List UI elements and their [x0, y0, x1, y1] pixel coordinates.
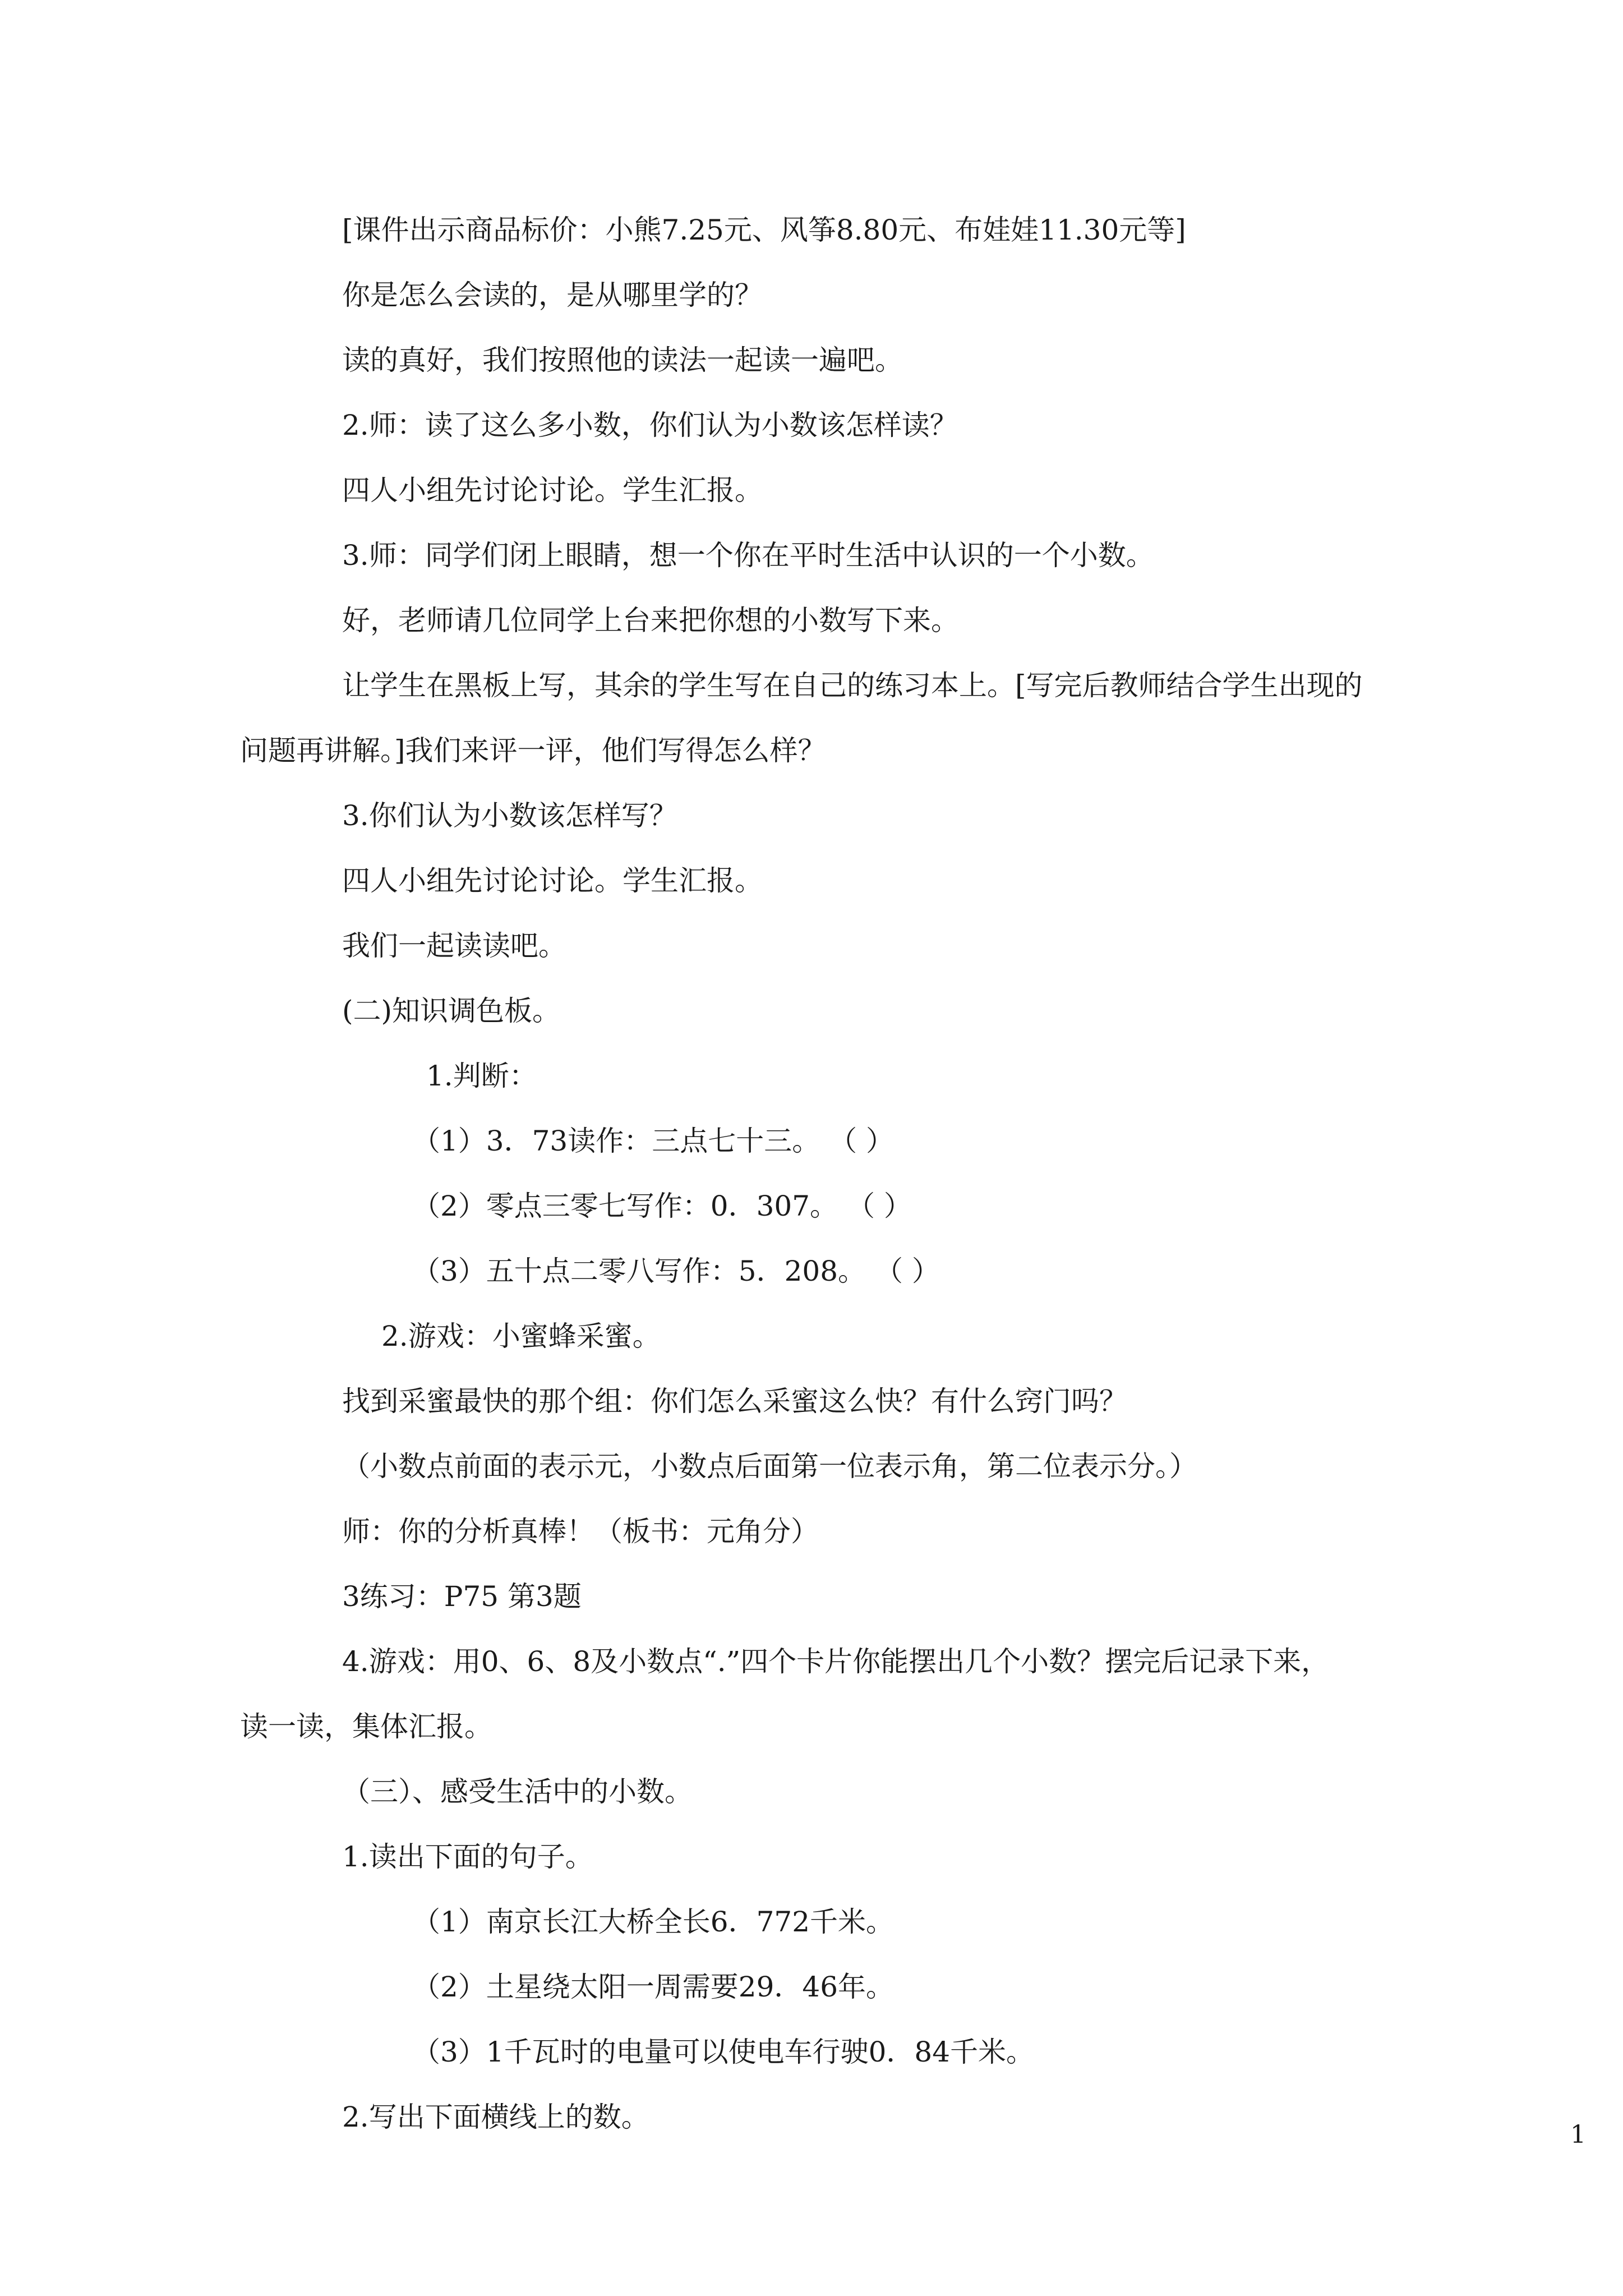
text-line-question-how-read: 你是怎么会读的，是从哪里学的？ — [342, 279, 763, 311]
text-line-fastest-group: 找到采蜜最快的那个组：你们怎么采蜜这么快？有什么窍门吗？ — [342, 1385, 1127, 1418]
text-line-write-on-board: 好，老师请几位同学上台来把你想的小数写下来。 — [342, 604, 959, 637]
text-line-group-discussion-2: 四人小组先讨论讨论。学生汇报。 — [342, 864, 763, 897]
text-line-how-write: 3.你们认为小数该怎样写？ — [342, 799, 677, 832]
text-line-yuan-jiao-fen: （小数点前面的表示元，小数点后面第一位表示角，第二位表示分。） — [342, 1450, 1197, 1483]
text-line-judge-item-2: （2）零点三零七写作：0．307。 （ ） — [412, 1190, 912, 1222]
text-line-exercise: 3练习：P75 第3题 — [342, 1580, 582, 1613]
text-line-card-game: 4.游戏：用0、6、8及小数点“.”四个卡片你能摆出几个小数？摆完后记录下来， — [342, 1645, 1330, 1678]
text-line-price-display: [课件出示商品标价：小熊7.25元、风筝8.80元、布娃娃11.30元等] — [342, 214, 1186, 246]
text-line-read-together: 读的真好，我们按照他的读法一起读一遍吧。 — [342, 344, 903, 376]
section-heading-decimals-in-life: （三）、感受生活中的小数。 — [342, 1775, 693, 1808]
text-line-read-report: 读一读，集体汇报。 — [240, 1710, 492, 1743]
text-line-judge-item-3: （3）五十点二零八写作：5．208。 （ ） — [412, 1255, 940, 1287]
text-line-judge-item-1: （1）3．73读作：三点七十三。 （ ） — [412, 1125, 895, 1157]
text-line-read-together-2: 我们一起读读吧。 — [342, 930, 566, 962]
text-line-sentence-2: （2）土星绕太阳一周需要29．46年。 — [412, 1971, 895, 2003]
text-line-explain-problems: 问题再讲解。]我们来评一评，他们写得怎么样？ — [240, 734, 826, 767]
text-line-group-discussion: 四人小组先讨论讨论。学生汇报。 — [342, 474, 763, 507]
text-line-students-write: 让学生在黑板上写，其余的学生写在自己的练习本上。[写完后教师结合学生出现的 — [342, 669, 1363, 702]
section-heading-knowledge-palette: (二)知识调色板。 — [342, 995, 561, 1027]
text-line-read-sentences: 1.读出下面的句子。 — [342, 1841, 593, 1873]
text-line-bee-game: 2.游戏：小蜜蜂采蜜。 — [381, 1320, 661, 1352]
text-line-teacher-praise: 师：你的分析真棒！（板书：元角分） — [342, 1515, 819, 1548]
text-line-write-numbers: 2.写出下面横线上的数。 — [342, 2101, 649, 2133]
text-line-sentence-1: （1）南京长江大桥全长6．772千米。 — [412, 1906, 895, 1938]
page-number: 1 — [1570, 2120, 1586, 2149]
text-line-step-2-how-read: 2.师：读了这么多小数，你们认为小数该怎样读？ — [342, 409, 958, 441]
text-line-step-3-close-eyes: 3.师：同学们闭上眼睛，想一个你在平时生活中认识的一个小数。 — [342, 539, 1154, 572]
text-line-sentence-3: （3）1千瓦时的电量可以使电车行驶0．84千米。 — [412, 2036, 1035, 2068]
text-line-judge: 1.判断： — [426, 1060, 537, 1092]
